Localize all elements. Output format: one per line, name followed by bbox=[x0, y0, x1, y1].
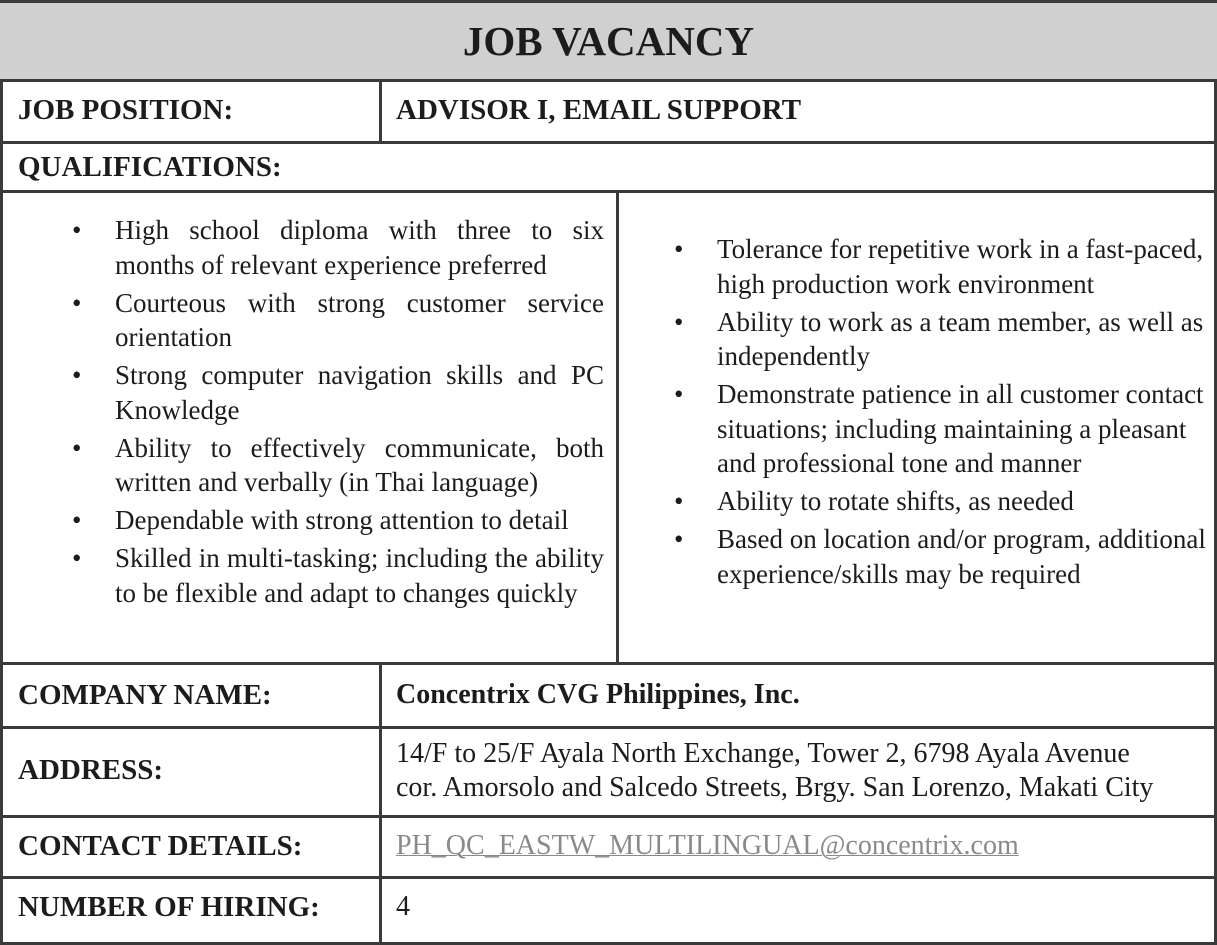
bullet-icon: • bbox=[674, 306, 684, 337]
contact-row bbox=[0, 818, 1217, 876]
qualifications-left-list bbox=[72, 213, 604, 614]
company-row bbox=[0, 665, 1217, 726]
contact-label: CONTACT DETAILS: bbox=[18, 830, 303, 862]
qualification-item bbox=[72, 503, 604, 538]
address-row bbox=[0, 729, 1217, 815]
job-position-label: JOB POSITION: bbox=[18, 94, 234, 126]
qualification-text: Ability to rotate shifts, as needed bbox=[717, 486, 1074, 516]
divider bbox=[616, 190, 619, 664]
qualification-text: Demonstrate patience in all customer contact situations; including maintaining a pleasant and professional tone and manner bbox=[717, 379, 1204, 478]
bullet-icon: • bbox=[72, 543, 82, 573]
qualification-item bbox=[72, 358, 604, 427]
divider bbox=[379, 79, 382, 143]
qualification-item bbox=[674, 377, 1217, 481]
qualification-item bbox=[674, 484, 1217, 519]
contact-email-link[interactable]: PH_QC_EASTW_MULTILINGUAL@concentrix.com bbox=[396, 830, 1019, 861]
qualification-item bbox=[674, 522, 1217, 591]
page-title: JOB VACANCY bbox=[462, 18, 755, 64]
bullet-icon: • bbox=[674, 486, 684, 516]
qualification-text: Ability to effectively communicate, both written and verbally (in Thai language) bbox=[115, 432, 604, 497]
hiring-label: NUMBER OF HIRING: bbox=[18, 891, 320, 923]
qualification-text: Tolerance for repetitive work in a fast-paced, high production work environment bbox=[717, 234, 1204, 299]
bullet-icon: • bbox=[72, 215, 82, 245]
hiring-value: 4 bbox=[396, 891, 410, 922]
divider bbox=[379, 662, 382, 942]
qualification-item bbox=[72, 286, 604, 355]
hiring-row bbox=[0, 879, 1217, 939]
qualification-text: Strong computer navigation skills and PC Knowledge bbox=[115, 360, 604, 425]
qualification-item bbox=[72, 431, 604, 500]
qualification-item bbox=[674, 232, 1217, 301]
address-line-1: 14/F to 25/F Ayala North Exchange, Tower 2, 6798 Ayala Avenue bbox=[396, 738, 1130, 769]
bullet-icon: • bbox=[674, 524, 684, 554]
bullet-icon: • bbox=[72, 360, 82, 390]
company-value: Concentrix CVG Philippines, Inc. bbox=[396, 679, 800, 710]
job-position-value: ADVISOR I, EMAIL SUPPORT bbox=[396, 94, 802, 126]
qualification-item bbox=[674, 305, 1217, 374]
qualifications-label: QUALIFICATIONS: bbox=[18, 151, 282, 183]
bullet-icon: • bbox=[72, 287, 82, 318]
qualification-item bbox=[72, 213, 604, 282]
qualification-text: Courteous with strong customer service orientation bbox=[115, 287, 604, 352]
bullet-icon: • bbox=[72, 432, 82, 463]
qualification-text: Dependable with strong attention to detail bbox=[115, 505, 569, 535]
bullet-icon: • bbox=[72, 505, 82, 535]
qualification-text: Skilled in multi-tasking; including the ability to be flexible and adapt to changes quickly bbox=[115, 543, 604, 608]
qualification-text: Ability to work as a team member, as well as independently bbox=[717, 306, 1204, 371]
qualifications-header-row bbox=[0, 144, 1217, 190]
qualifications-body bbox=[0, 193, 1217, 662]
qualifications-right-list bbox=[674, 232, 1217, 595]
title-bar bbox=[0, 3, 1217, 79]
job-position-row bbox=[0, 82, 1217, 141]
qualification-text: Based on location and/or program, additional experience/skills may be required bbox=[717, 524, 1206, 589]
qualification-text: High school diploma with three to six months of relevant experience preferred bbox=[115, 215, 604, 280]
address-label: ADDRESS: bbox=[18, 754, 164, 786]
address-line-2: cor. Amorsolo and Salcedo Streets, Brgy. San Lorenzo, Makati City bbox=[396, 772, 1154, 803]
qualification-item bbox=[72, 541, 604, 610]
company-label: COMPANY NAME: bbox=[18, 679, 272, 711]
bullet-icon: • bbox=[674, 379, 684, 409]
bullet-icon: • bbox=[674, 234, 684, 264]
